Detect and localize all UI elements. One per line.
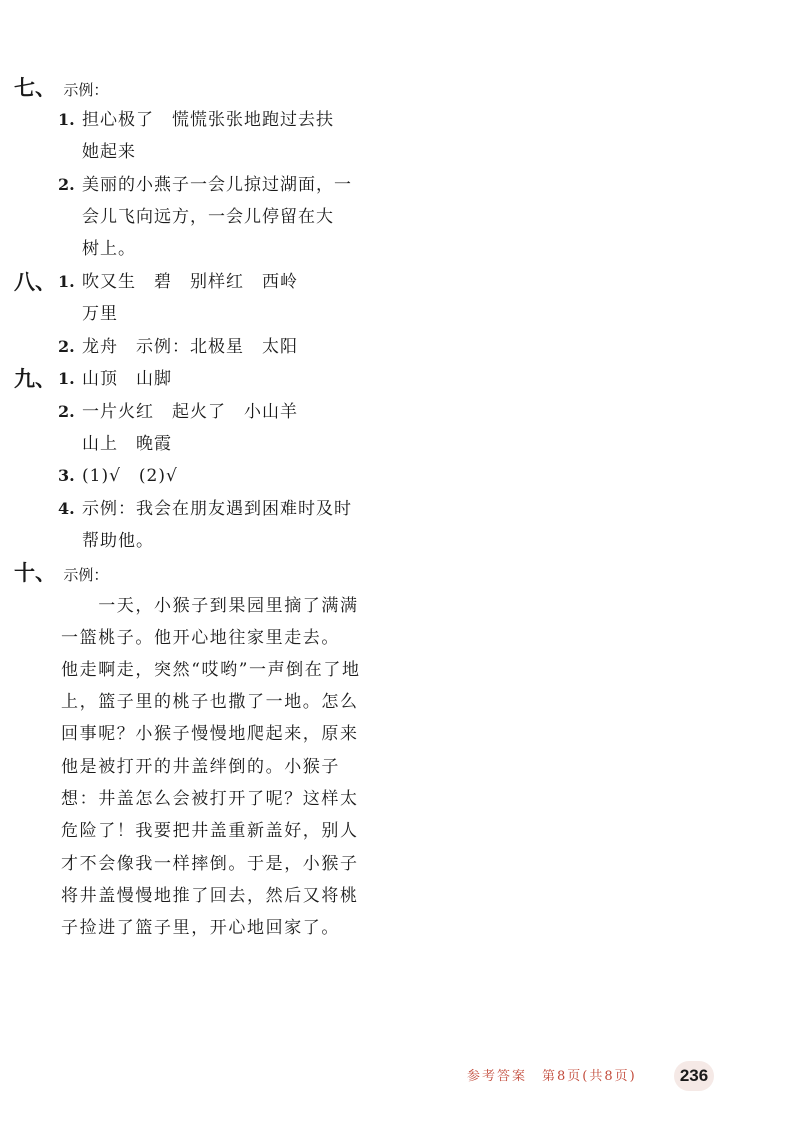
section-7-heading (14, 76, 108, 102)
section-7-marker: 七、 (14, 75, 56, 100)
s8-item-2-number: 2. (58, 337, 75, 356)
s9-item-2-number: 2. (58, 402, 75, 421)
s7-item-2-line-1: 美丽的小燕子一会儿掠过湖面，一 (82, 175, 352, 195)
section-10-heading (14, 561, 108, 587)
essay-line-11: 子捡进了篮子里，开心地回家了。 (61, 918, 340, 938)
s9-item-1-line: 山顶 山脚 (82, 369, 172, 389)
s9-item-3-number: 3. (58, 466, 75, 485)
essay-line-10: 将井盖慢慢地推了回去，然后又将桃 (61, 886, 359, 906)
s7-item-2-line-3: 树上。 (82, 239, 136, 259)
section-9-marker: 九、 (14, 366, 56, 391)
s7-item-2-line-2: 会儿飞向远方，一会儿停留在大 (82, 207, 334, 227)
essay-line-8: 危险了！我要把井盖重新盖好，别人 (61, 821, 359, 841)
footer-text: 参考答案 第8页(共8页) (467, 1069, 637, 1084)
s9-item-1-number: 1. (58, 369, 75, 388)
s9-item-4-line-2: 帮助他。 (82, 531, 154, 551)
page-number: 236 (674, 1061, 714, 1091)
s8-item-1-line-2: 万里 (82, 304, 118, 324)
s7-item-1-line-2: 她起来 (82, 142, 136, 162)
essay-line-1: 一天，小猴子到果园里摘了满满 (61, 596, 359, 616)
section-7-label: 示例： (63, 81, 109, 99)
s9-item-2-line-2: 山上 晚霞 (82, 434, 172, 454)
s9-item-4-number: 4. (58, 499, 75, 518)
section-8-marker: 八、 (14, 269, 56, 294)
essay-line-4: 上，篮子里的桃子也撒了一地。怎么 (61, 692, 359, 712)
s8-item-1-number: 1. (58, 272, 75, 291)
s7-item-1-line-1: 担心极了 慌慌张张地跑过去扶 (82, 110, 334, 130)
essay-line-3: 他走啊走，突然“哎哟”一声倒在了地 (61, 660, 361, 680)
s7-item-2-number: 2. (58, 175, 75, 194)
essay-line-6: 他是被打开的井盖绊倒的。小猴子 (61, 757, 340, 777)
s9-item-2-line-1: 一片火红 起火了 小山羊 (82, 402, 298, 422)
s9-item-4-line-1: 示例：我会在朋友遇到困难时及时 (82, 499, 352, 519)
essay-line-5: 回事呢？小猴子慢慢地爬起来，原来 (61, 724, 359, 744)
s7-item-1-number: 1. (58, 110, 75, 129)
section-10-label: 示例： (63, 566, 109, 584)
essay-line-2: 一篮桃子。他开心地往家里走去。 (61, 628, 340, 648)
s9-item-3-line: (1)√ (2)√ (82, 466, 178, 486)
essay-line-9: 才不会像我一样摔倒。于是，小猴子 (61, 854, 359, 874)
essay-line-7: 想：井盖怎么会被打开了呢？这样太 (61, 789, 359, 809)
section-10-marker: 十、 (14, 560, 56, 585)
s8-item-1-line-1: 吹又生 碧 别样红 西岭 (82, 272, 298, 292)
s8-item-2-line: 龙舟 示例：北极星 太阳 (82, 337, 298, 357)
